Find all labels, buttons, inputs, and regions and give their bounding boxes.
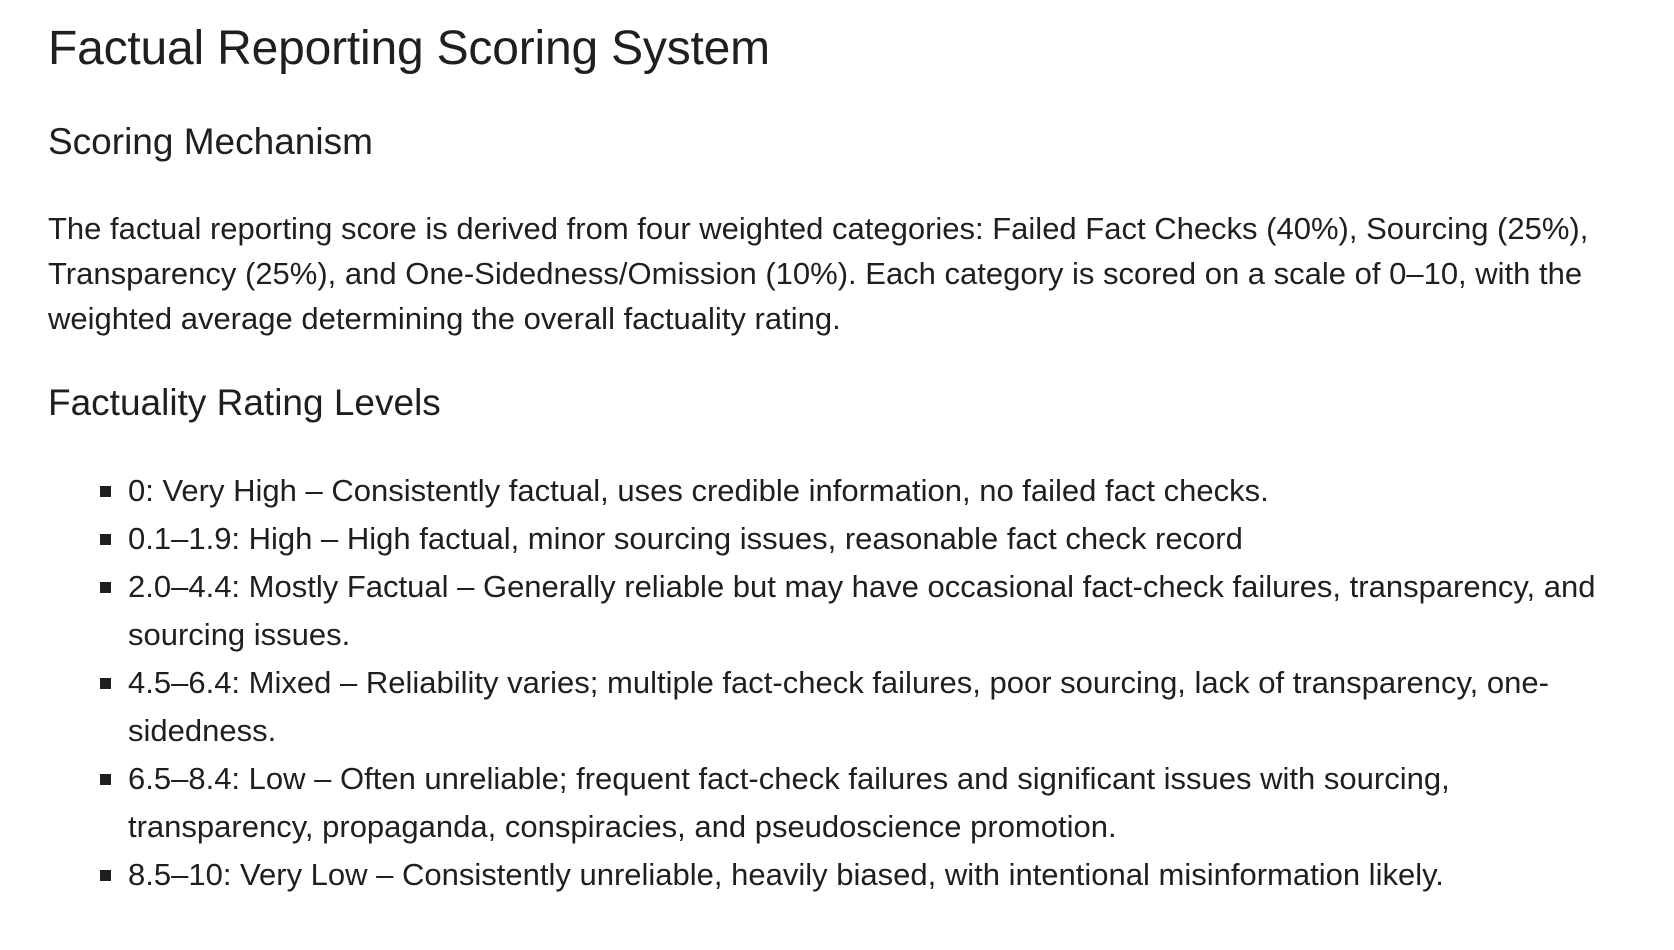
list-item bbox=[128, 515, 1626, 563]
list-item bbox=[128, 563, 1626, 659]
square-bullet-icon bbox=[100, 534, 111, 545]
factuality-levels-list bbox=[48, 467, 1626, 899]
scoring-mechanism-paragraph: The factual reporting score is derived from four weighted categories: Failed Fact Checks (40%), Sourcing (25%), Transparency (25%), and One-Sidedness/Omission (10%). Each category is scored on a scale of 0–10, with the weighted average determining the overall factuality rating. bbox=[48, 211, 1589, 336]
scoring-mechanism-section bbox=[48, 118, 1626, 341]
factuality-levels-heading: Factuality Rating Levels bbox=[48, 382, 441, 423]
factuality-levels-section bbox=[48, 379, 1626, 899]
list-item-text: 4.5–6.4: Mixed – Reliability varies; multiple fact-check failures, poor sourcing, lack of transparency, one-sidedness. bbox=[128, 665, 1549, 748]
square-bullet-icon bbox=[100, 870, 111, 881]
list-item bbox=[128, 755, 1626, 851]
square-bullet-icon bbox=[100, 486, 111, 497]
list-item bbox=[128, 851, 1626, 899]
square-bullet-icon bbox=[100, 774, 111, 785]
list-item-text: 2.0–4.4: Mostly Factual – Generally reliable but may have occasional fact-check failures, transparency, and sourcing issues. bbox=[128, 569, 1596, 652]
square-bullet-icon bbox=[100, 678, 111, 689]
list-item bbox=[128, 659, 1626, 755]
list-item-text: 0.1–1.9: High – High factual, minor sourcing issues, reasonable fact check record bbox=[128, 521, 1243, 556]
scoring-mechanism-heading: Scoring Mechanism bbox=[48, 121, 373, 162]
list-item-text: 6.5–8.4: Low – Often unreliable; frequent fact-check failures and significant issues with sourcing, transparency, propaganda, conspiracies, and pseudoscience promotion. bbox=[128, 761, 1450, 844]
list-item-text: 0: Very High – Consistently factual, uses credible information, no failed fact checks. bbox=[128, 473, 1269, 508]
page-title: Factual Reporting Scoring System bbox=[48, 22, 770, 75]
square-bullet-icon bbox=[100, 582, 111, 593]
list-item bbox=[128, 467, 1626, 515]
list-item-text: 8.5–10: Very Low – Consistently unreliable, heavily biased, with intentional misinformation likely. bbox=[128, 857, 1444, 892]
